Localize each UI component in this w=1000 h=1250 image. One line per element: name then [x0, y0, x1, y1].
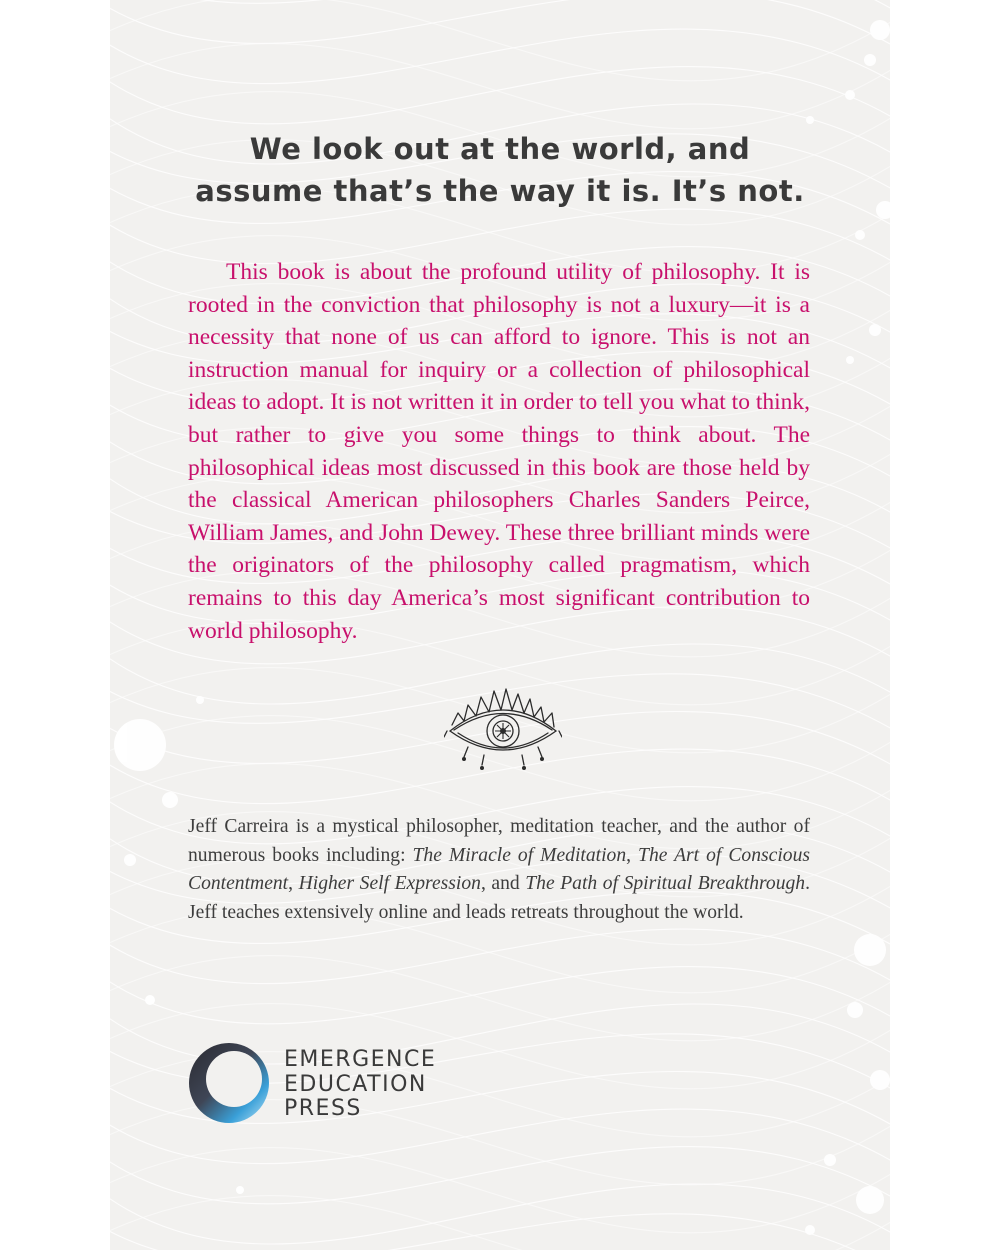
bio-outro: . Jeff teaches extensively online and leads retreats throughout the world.: [188, 873, 810, 923]
book-title-1: The Miracle of Meditation: [412, 844, 627, 866]
book-description: This book is about the profound utility of philosophy. It is rooted in the conviction that philosophy is not a luxury—it is a necessity that none of us can afford to ignore. This is not an instruction manual for inquiry or a collection of philosophical ideas to adopt. It is not written it in order to tell you what to think, but rather to give you some things to think about. The philosophical ideas most discussed in this book are those held by the classical American philosophers Charles Sanders Peirce, William James, and John Dewey. These three brilliant minds were the originators of the philosophy called pragmatism, which remains to this day America’s most significant contribution to world philosophy.: [188, 259, 811, 644]
publisher-name: [284, 1048, 436, 1122]
bio-separator: ,: [288, 873, 299, 894]
tagline-line-1: We look out at the world, and: [249, 132, 751, 166]
publisher-line-2: EDUCATION: [284, 1071, 427, 1097]
bio-separator: , and: [480, 873, 526, 894]
tagline-line-2: assume that’s the way it is. It’s not.: [195, 174, 805, 208]
publisher-block: [188, 1042, 488, 1132]
ring-logo-icon: [188, 1042, 270, 1124]
author-bio: [188, 813, 810, 927]
book-title-3: Higher Self Expression: [298, 873, 481, 894]
bio-intro: Jeff Carreira is a mystical philosopher, meditation teacher, and the author of numerous books including:: [188, 816, 810, 866]
tagline: [110, 128, 890, 212]
publisher-line-3: PRESS: [284, 1096, 362, 1121]
bio-separator: ,: [626, 844, 639, 866]
back-cover: [110, 0, 890, 1250]
publisher-line-1: EMERGENCE: [284, 1047, 437, 1072]
book-title-2: The Art of Conscious Contentment: [188, 844, 810, 894]
book-title-4: The Path of Spiritual Breakthrough: [525, 873, 806, 894]
eye-icon: [444, 683, 562, 775]
